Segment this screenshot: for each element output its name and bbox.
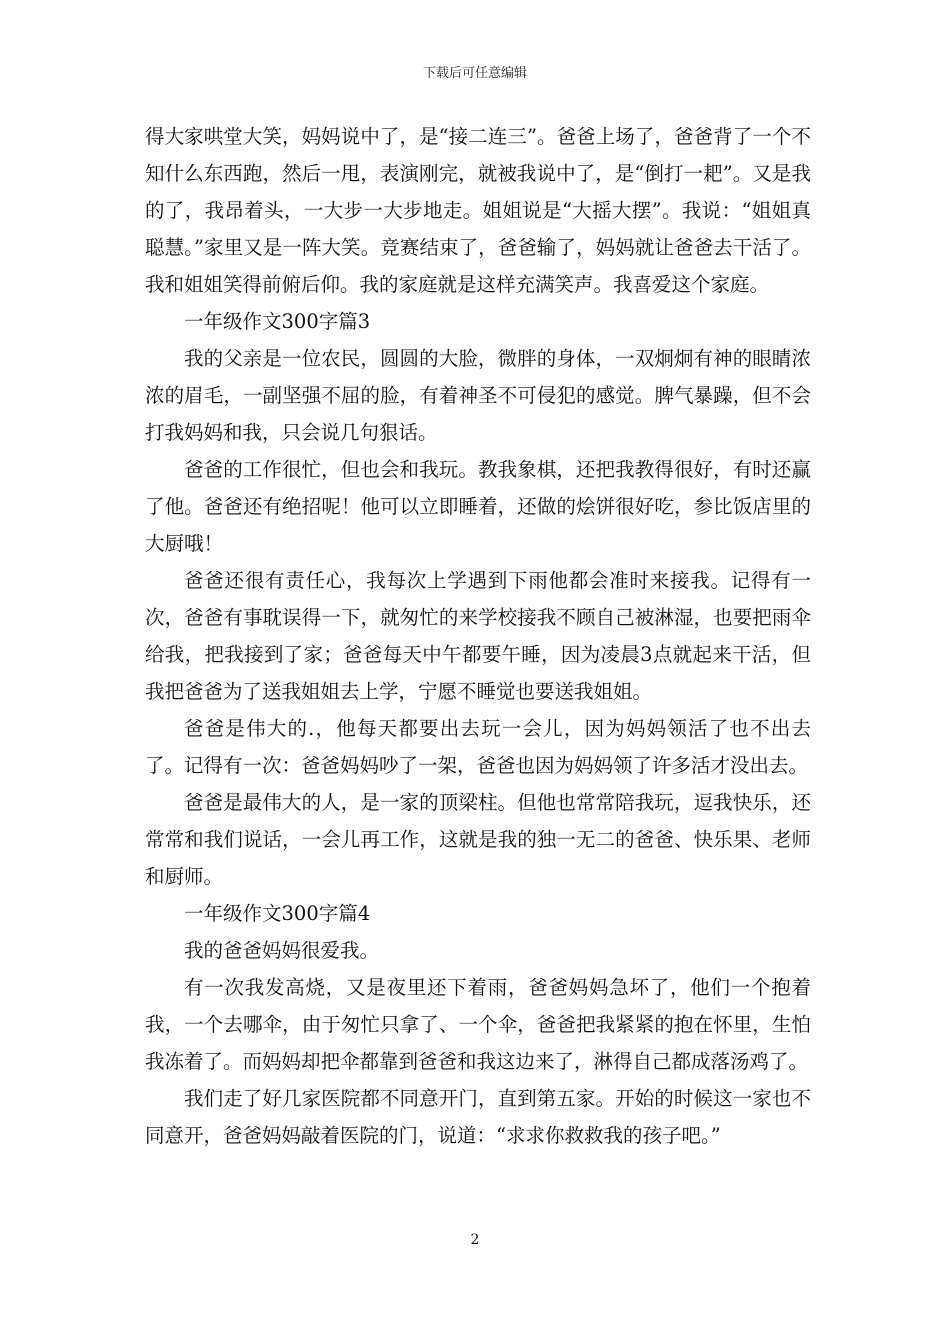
paragraph: 有一次我发高烧，又是夜里还下着雨，爸爸妈妈急坏了，他们一个抱着我，一个去哪伞，由于匆忙只拿了、一个伞，爸爸把我紧紧的抱在怀里，生怕我冻着了。而妈妈却把伞都靠到爸爸和我这边来了，淋得自己都成落汤鸡了。 — [145, 976, 811, 1073]
page-header: 下载后可任意编辑 — [422, 66, 527, 81]
paragraph: 爸爸是伟大的.，他每天都要出去玩一会儿，因为妈妈领活了也不出去了。记得有一次：爸爸妈妈吵了一架，爸爸也因为妈妈领了许多活才没出去。 — [145, 717, 811, 777]
paragraph: 我们走了好几家医院都不同意开门，直到第五家。开始的时候这一家也不同意开，爸爸妈妈敲着医院的门，说道：“求求你救救我的孩子吧。” — [145, 1087, 811, 1147]
page-number: 2 — [470, 1232, 480, 1248]
document-body — [145, 118, 811, 1154]
paragraph-continued: 得大家哄堂大笑，妈妈说中了，是“接二连三”。爸爸上场了，爸爸背了一个不知什么东西跑，然后一甩，表演刚完，就被我说中了，是“倒打一耙”。又是我的了，我昂着头，一大步一大步地走。姐姐说是“大摇大摆”。我说：“姐姐真聪慧。”家里又是一阵大笑。竞赛结束了，爸爸输了，妈妈就让爸爸去干活了。我和姐姐笑得前俯后仰。我的家庭就是这样充满笑声。我喜爱这个家庭。 — [145, 125, 811, 296]
section-heading-3: 一年级作文300字篇3 — [184, 310, 371, 333]
paragraph: 爸爸是最伟大的人，是一家的顶梁柱。但他也常常陪我玩，逗我快乐，还常常和我们说话，一会儿再工作，这就是我的独一无二的爸爸、快乐果、老师和厨师。 — [145, 791, 811, 888]
paragraph: 我的爸爸妈妈很爱我。 — [184, 939, 380, 962]
paragraph: 爸爸还很有责任心，我每次上学遇到下雨他都会准时来接我。记得有一次，爸爸有事耽误得一下，就匆忙的来学校接我不顾自己被淋湿，也要把雨伞给我，把我接到了家；爸爸每天中午都要午睡，因为凌晨3点就起来干活，但我把爸爸为了送我姐姐去上学，宁愿不睡觉也要送我姐姐。 — [145, 569, 811, 703]
paragraph: 爸爸的工作很忙，但也会和我玩。教我象棋，还把我教得很好，有时还赢了他。爸爸还有绝招呢！他可以立即睡着，还做的烩饼很好吃，参比饭店里的大厨哦！ — [145, 458, 811, 555]
paragraph: 我的父亲是一位农民，圆圆的大脸，微胖的身体，一双炯炯有神的眼睛浓浓的眉毛，一副坚强不屈的脸，有着神圣不可侵犯的感觉。脾气暴躁，但不会打我妈妈和我，只会说几句狠话。 — [145, 347, 811, 444]
section-heading-4: 一年级作文300字篇4 — [184, 902, 371, 925]
